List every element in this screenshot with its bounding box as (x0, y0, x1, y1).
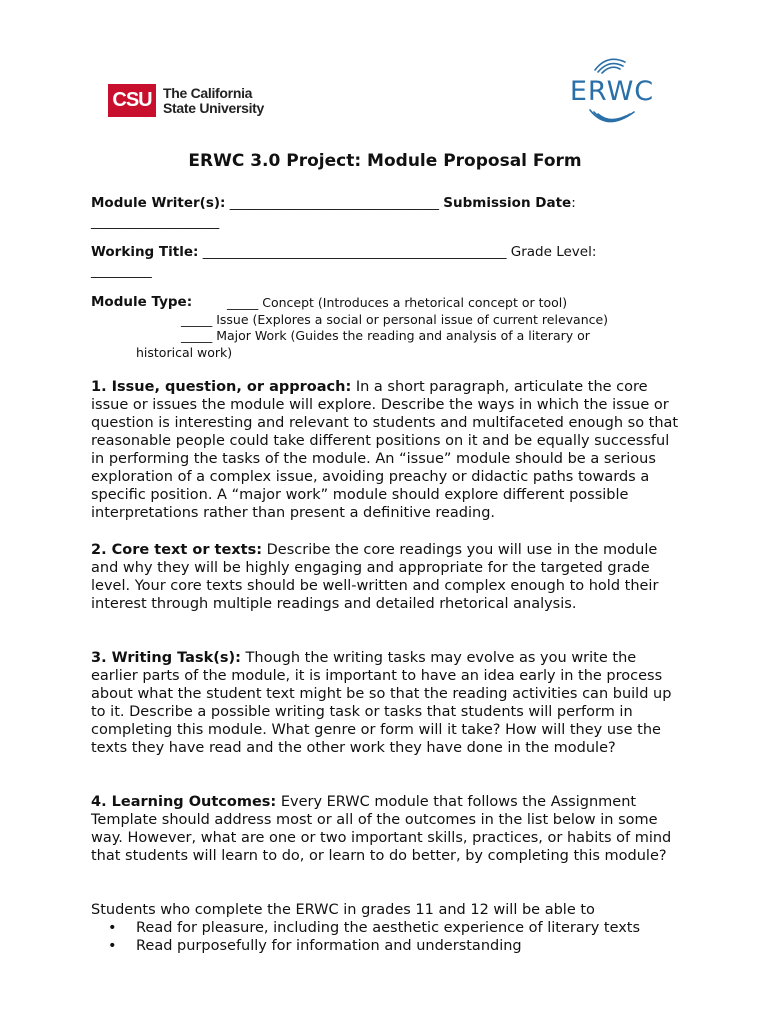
csu-wordmark-line1: The California (163, 84, 253, 101)
submission-date-colon: : (571, 195, 576, 211)
module-type-option-concept[interactable]: _____ Concept (Introduces a rhetorical concept or tool) (227, 295, 568, 310)
submission-date-label: Submission Date (443, 195, 572, 211)
bullet-icon: • (108, 938, 117, 954)
section-heading: 1. Issue, question, or approach: (91, 379, 352, 395)
grade-level-field[interactable]: _________ (91, 263, 152, 279)
list-item (108, 919, 640, 937)
erwc-logo-text: ERWC (569, 76, 655, 107)
erwc-logo (562, 52, 662, 134)
module-type-option-issue[interactable]: _____ Issue (Explores a social or personal issue of current relevance) (181, 312, 609, 327)
outcome-text: Read for pleasure, including the aesthetic experience of literary texts (136, 920, 641, 936)
section-core-texts (91, 541, 681, 613)
module-writers-row (91, 195, 576, 211)
section-body: Every ERWC module that follows the Assignment Template should address most or all of the outcomes in the list below in some way. However, what are one or two important skills, practices, or habits of mind that students will learn to do, or learn to do better, by completing this module? (91, 794, 672, 864)
section-body: Though the writing tasks may evolve as you write the earlier parts of the module, it is important to have an idea early in the process about what the student text might be so that the reading activities can build up to it. Describe a possible writing task or tasks that students will perform in completing this module. What genre or form will it take? How will they use the texts they have read and the other work they have done in the module? (91, 650, 672, 756)
csu-wordmark-line2: State University (163, 99, 265, 116)
outcome-text: Read purposefully for information and understanding (136, 938, 522, 954)
page-title: ERWC 3.0 Project: Module Proposal Form (188, 151, 582, 171)
section-heading: 4. Learning Outcomes: (91, 794, 277, 810)
section-learning-outcomes (91, 793, 681, 865)
grade-level-label: Grade Level: (510, 244, 597, 260)
working-title-row (91, 244, 596, 260)
bullet-icon: • (108, 920, 117, 936)
csu-badge: CSU (108, 84, 156, 117)
working-title-field[interactable]: _____________________________________________ (198, 244, 511, 260)
csu-wordmark (163, 86, 264, 116)
section-heading: 2. Core text or texts: (91, 542, 263, 558)
section-body: In a short paragraph, articulate the core issue or issues the module will explore. Describe the ways in which the issue or question is interesting and relevant to students and multifaceted enough so that reasonable people could take different positions on it and be equally successful in performing the tasks of the module. An “issue” module should be a serious exploration of a complex issue, avoiding preachy or didactic paths towards a specific position. A “major work” module should explore different possible interpretations rather than present a definitive reading. (91, 379, 679, 521)
module-writers-label: Module Writer(s): (91, 195, 226, 211)
outcomes-list (108, 919, 640, 955)
module-type-option-major-work[interactable]: _____ Major Work (Guides the reading and analysis of a literary or (181, 328, 590, 343)
section-issue (91, 378, 681, 522)
list-item (108, 937, 640, 955)
submission-date-field[interactable]: ___________________ (91, 214, 220, 230)
section-writing-tasks (91, 649, 681, 757)
module-type-option-major-work-cont: historical work) (136, 345, 233, 360)
module-type-label: Module Type: (91, 294, 193, 310)
section-heading: 3. Writing Task(s): (91, 650, 241, 666)
module-writers-field[interactable]: _______________________________ (225, 195, 444, 211)
working-title-label: Working Title: (91, 244, 199, 260)
csu-logo (108, 84, 264, 117)
section-body: Describe the core readings you will use in the module and why they will be highly engaging and appropriate for the targeted grade level. Your core texts should be well-written and complex enough to hold their interest through multiple readings and detailed rhetorical analysis. (91, 542, 659, 612)
outcomes-intro: Students who complete the ERWC in grades 11 and 12 will be able to (91, 902, 595, 918)
